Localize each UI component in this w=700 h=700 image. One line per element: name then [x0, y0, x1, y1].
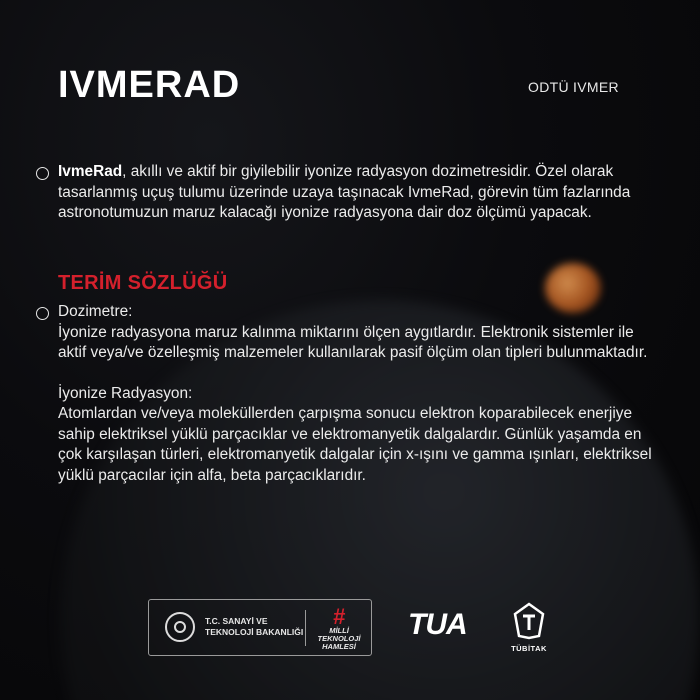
- tua-logo: TUA: [408, 608, 467, 641]
- page-title: IVMERAD: [58, 64, 241, 106]
- tubitak-label: TÜBİTAK: [511, 644, 547, 653]
- term-iyonize-radyasyon: İyonize Radyasyon:: [58, 384, 193, 402]
- glossary-list: [58, 302, 658, 486]
- ministry-emblem-icon: [165, 612, 195, 642]
- milli-line3: HAMLESİ: [322, 642, 356, 651]
- ministry-name-line1: T.C. SANAYİ VE: [205, 616, 268, 626]
- ministry-name: [205, 616, 303, 638]
- partner-logo-box: [148, 599, 372, 656]
- intro-paragraph: [58, 162, 658, 224]
- milli-line2: TEKNOLOJİ: [317, 634, 361, 643]
- organization-label: ODTÜ IVMER: [528, 79, 619, 95]
- ministry-name-line2: TEKNOLOJİ BAKANLIĞI: [205, 627, 304, 637]
- definition-iyonize-radyasyon: Atomlardan ve/veya moleküllerden çarpışma sonucu elektron koparabilecek enerjiye sahip elektriksel yüklü parçacıklar ve elektromanyetik dalgalardır. Günlük yaşamda en çok karşılaşan türleri, elektromanyetik dalgalar için x-ışını ve gamma ışınları, elektriksel yüklü parçacılar için alfa, beta parçacıklarıdır.: [58, 405, 652, 484]
- intro-text: , akıllı ve aktif bir giyilebilir iyonize radyasyon dozimetresidir. Özel olarak tasarlanmış uçuş tulumu üzerinde uzaya taşınacak IvmeRad, görevin tüm fazlarında astronotumuzun maruz kalacağı iyonize radyasyona dair doz ölçümü yapacak.: [58, 163, 631, 221]
- tubitak-logo: [506, 602, 552, 653]
- definition-dozimetre: İyonize radyasyona maruz kalınma miktarını ölçen aygıtlardır. Elektronik sistemler ile aktif veya/ve özelleşmiş malzemeler kullanılarak pasif ölçüm olan tipleri bulunmaktadır.: [58, 323, 648, 361]
- term-dozimetre: Dozimetre:: [58, 303, 133, 320]
- bullet-circle-icon: [36, 307, 49, 320]
- logo-divider: [305, 610, 306, 646]
- bullet-circle-icon: [36, 167, 49, 180]
- milli-line1: MİLLİ: [329, 626, 349, 635]
- footer-logos: [0, 596, 700, 676]
- milli-hash-symbol: #: [332, 604, 346, 629]
- tubitak-emblem-icon: [512, 602, 546, 640]
- milli-teknoloji-logo: [313, 604, 365, 651]
- glossary-heading: TERİM SÖZLÜĞÜ: [58, 272, 228, 294]
- intro-product-name: IvmeRad: [58, 163, 123, 180]
